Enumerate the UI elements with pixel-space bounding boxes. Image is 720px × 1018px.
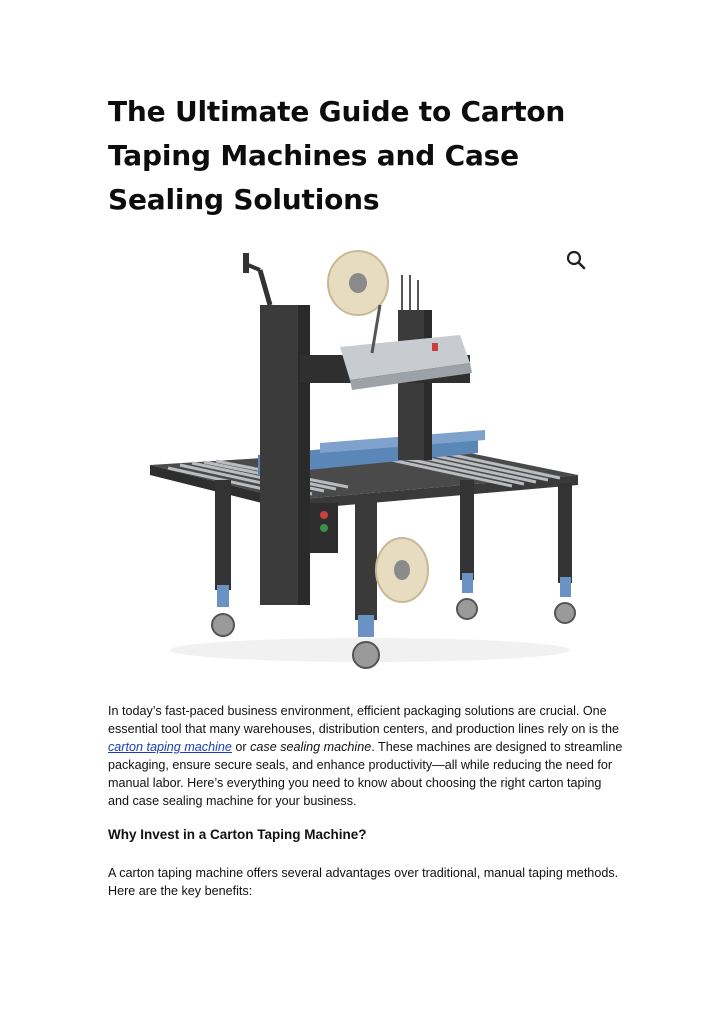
case-sealing-machine-term: case sealing machine [250, 740, 372, 754]
intro-text-or: or [231, 740, 251, 754]
magnifier-icon[interactable] [564, 248, 588, 272]
intro-paragraph [108, 702, 623, 810]
section-paragraph: A carton taping machine offers several advantages over traditional, manual taping methods. Here are the key benefits: [108, 866, 619, 898]
section-heading: Why Invest in a Carton Taping Machine? [108, 827, 367, 842]
product-image [140, 235, 600, 675]
intro-text-end: . These machines are designed to streamline packaging, ensure secure seals, and enhance productivity—all while reducing the need for manual labor. Here’s everything you need to know about choosing the right carton taping and case sealing machine for your business. [108, 740, 623, 808]
page-title: The Ultimate Guide to Carton Taping Machines and Case Sealing Solutions [108, 95, 566, 216]
intro-text-start: In today’s fast-paced business environment, efficient packaging solutions are crucial. One essential tool that many warehouses, distribution centers, and production lines rely on is the [108, 704, 620, 736]
carton-taping-machine-link[interactable]: carton taping machine [108, 740, 232, 754]
